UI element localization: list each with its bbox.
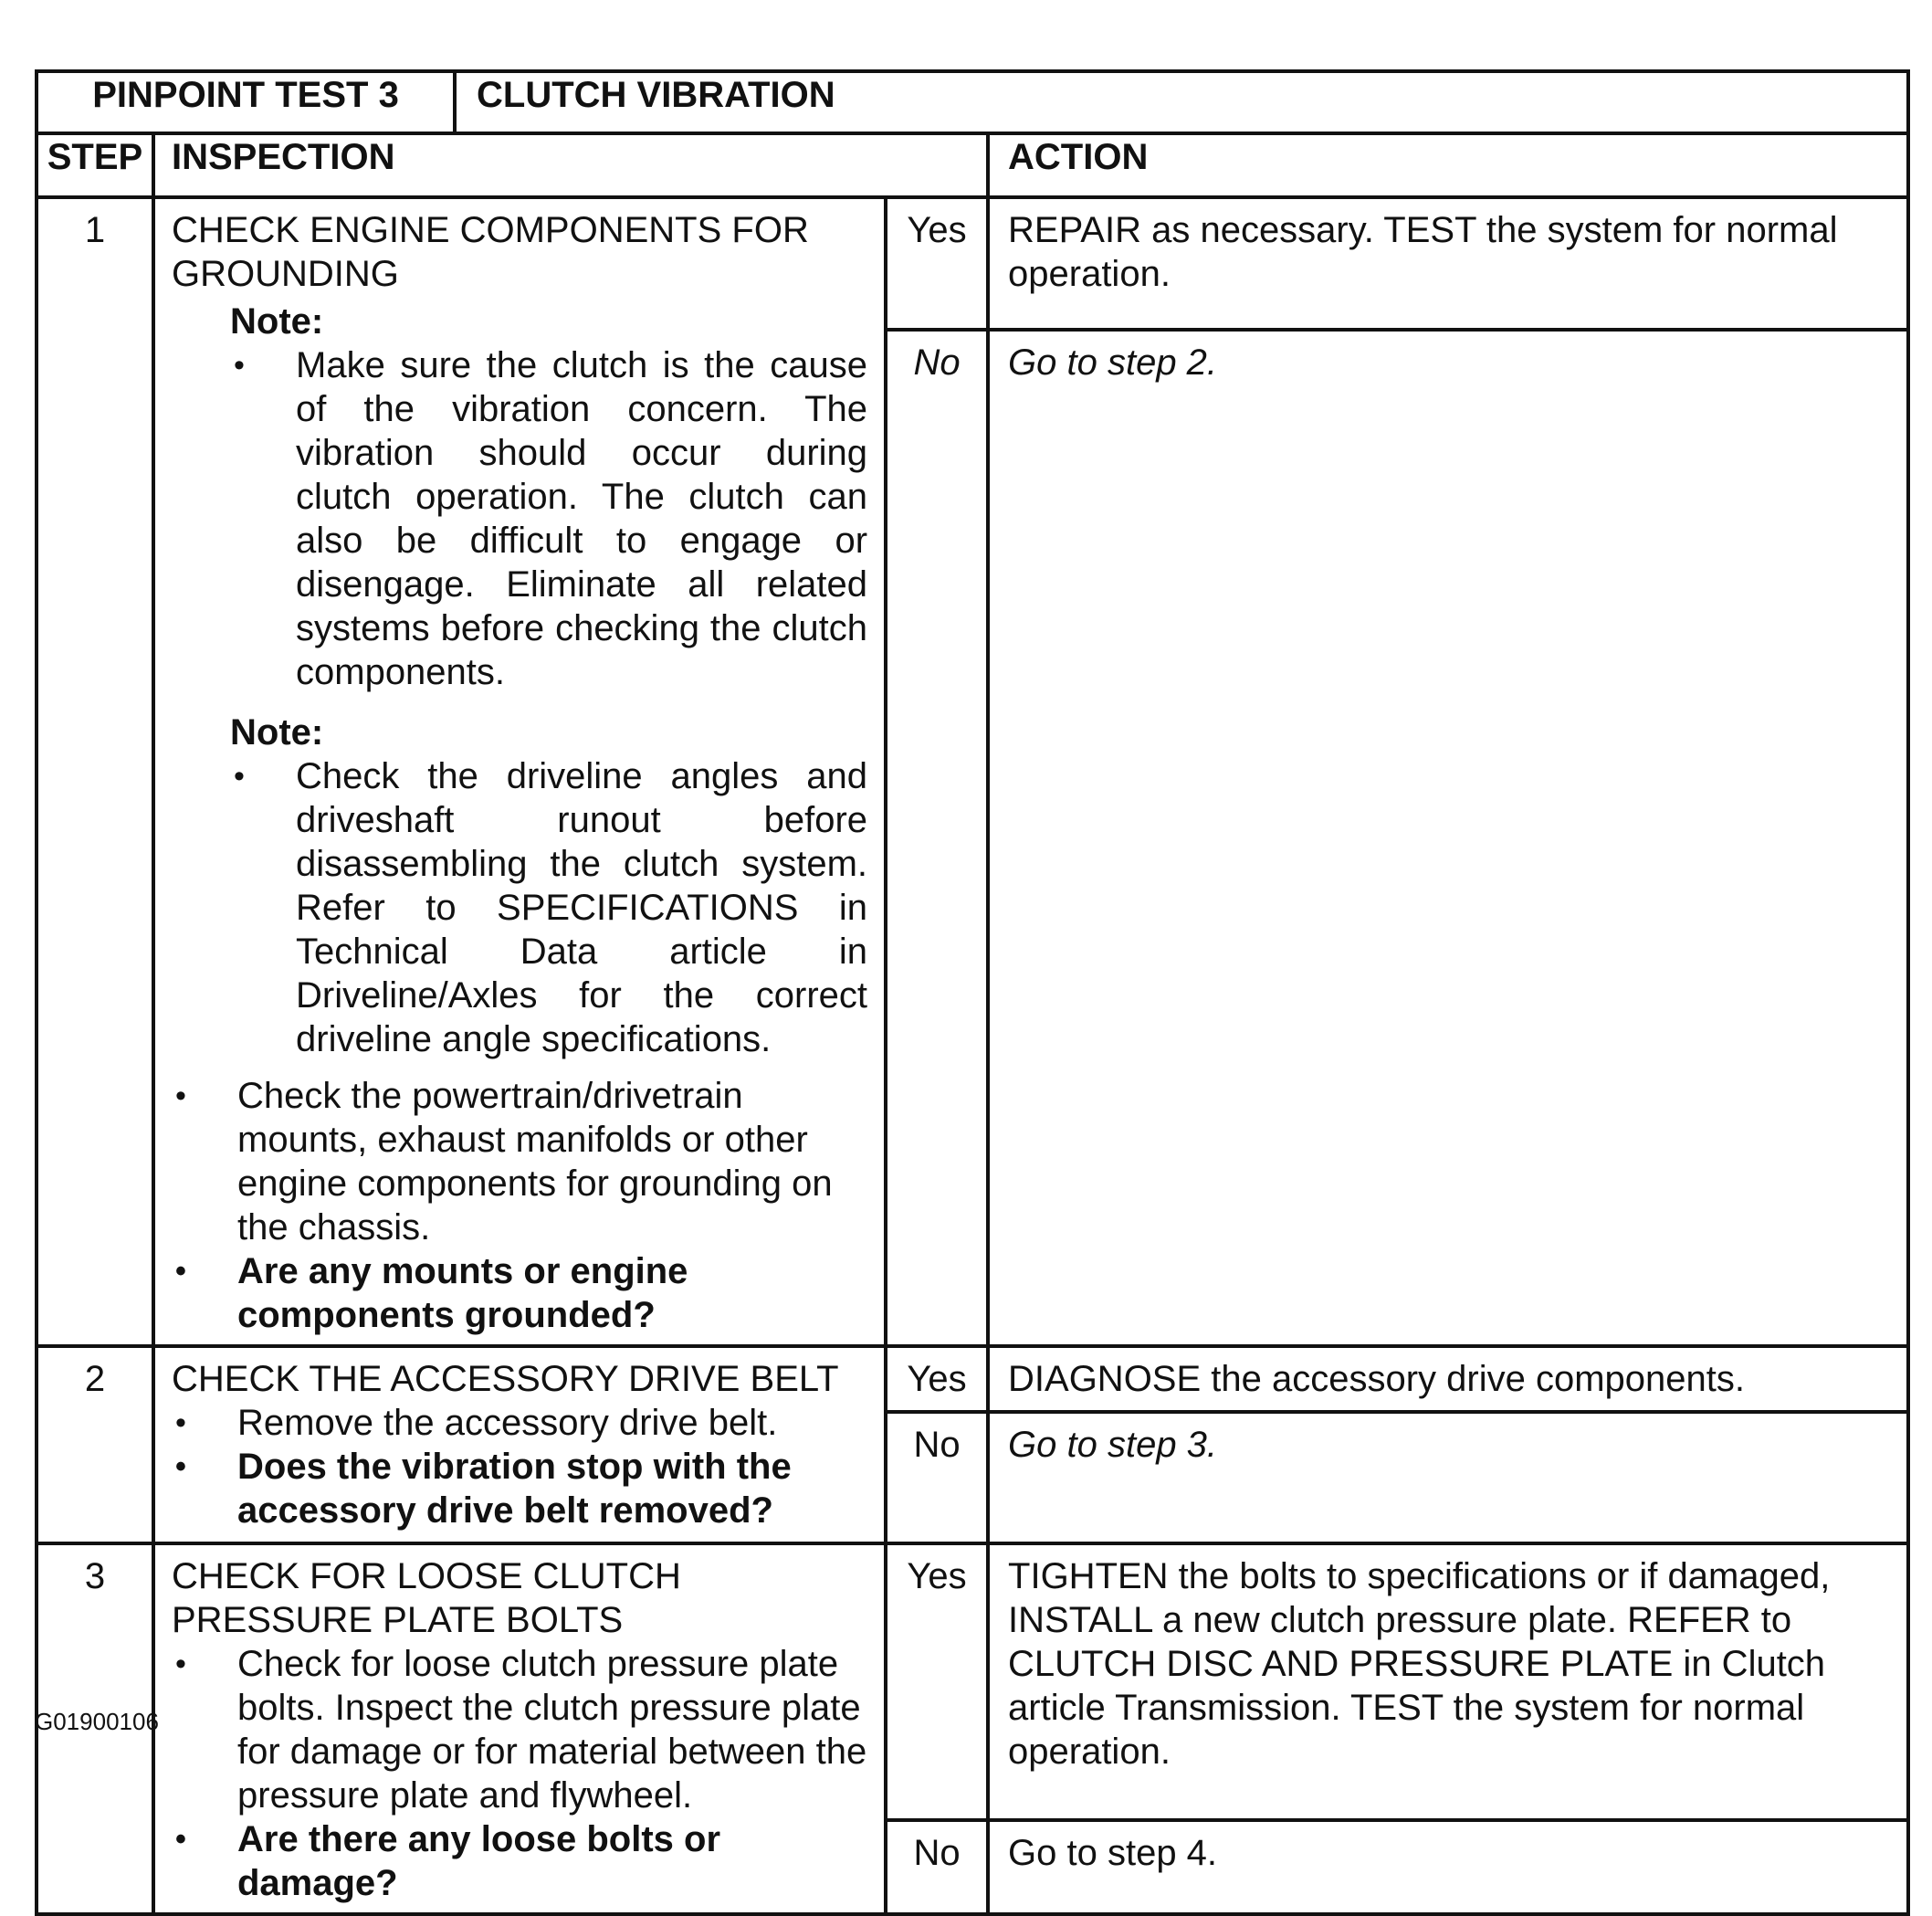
pinpoint-test-table <box>35 69 1910 1916</box>
step-heading: CHECK FOR LOOSE CLUTCH PRESSURE PLATE BOLTS <box>172 1556 681 1640</box>
inspection-bullet: • Check the powertrain/drivetrain mounts, exhaust manifolds or other engine components for grounding on the chassis. <box>172 1074 867 1249</box>
step-number: 3 <box>37 1543 153 1914</box>
note-label: Note: <box>230 712 324 753</box>
step-heading: CHECK ENGINE COMPONENTS FOR GROUNDING <box>172 210 809 294</box>
header-row <box>37 133 1908 197</box>
note-label: Note: <box>230 301 324 342</box>
no-label: No <box>886 1820 988 1914</box>
inspection-question: • Are any mounts or engine components grounded? <box>172 1249 867 1337</box>
step-number: 1 <box>37 197 153 1346</box>
note-bullet: • Check the driveline angles and driveshaft runout before disassembling the clutch system. Refer to SPECIFICATIONS in Technical Data article in Driveline/Axles for the correct driveline angle specifications. <box>230 754 867 1061</box>
step-3-yes-row <box>37 1543 1908 1820</box>
test-number: PINPOINT TEST 3 <box>37 71 455 133</box>
test-name: CLUTCH VIBRATION <box>455 71 1908 133</box>
header-inspection: INSPECTION <box>153 133 988 197</box>
yes-label: Yes <box>886 197 988 330</box>
step-2-yes-row <box>37 1346 1908 1412</box>
no-label: No <box>886 330 988 1346</box>
no-action: Go to step 3. <box>988 1412 1908 1543</box>
no-action: Go to step 4. <box>988 1820 1908 1914</box>
header-action: ACTION <box>988 133 1908 197</box>
pinpoint-test-sheet <box>35 69 1906 1916</box>
inspection-question: • Are there any loose bolts or damage? <box>172 1817 867 1905</box>
no-label: No <box>886 1412 988 1543</box>
note-bullet: • Make sure the clutch is the cause of the vibration concern. The vibration should occur during clutch operation. The clutch can also be difficult to engage or disengage. Eliminate all related systems before checking the clutch components. <box>230 343 867 694</box>
step-3-inspection <box>153 1543 886 1914</box>
step-2-inspection <box>153 1346 886 1543</box>
yes-label: Yes <box>886 1346 988 1412</box>
inspection-bullet: • Check for loose clutch pressure plate bolts. Inspect the clutch pressure plate for damage or for material between the pressure plate and flywheel. <box>172 1642 867 1817</box>
step-1-inspection <box>153 197 886 1346</box>
yes-action: REPAIR as necessary. TEST the system for normal operation. <box>988 197 1908 330</box>
figure-id: G01900106 <box>35 1708 159 1735</box>
step-number: 2 <box>37 1346 153 1543</box>
title-row <box>37 71 1908 133</box>
step-heading: CHECK THE ACCESSORY DRIVE BELT <box>172 1359 839 1399</box>
yes-label: Yes <box>886 1543 988 1820</box>
yes-action: TIGHTEN the bolts to specifications or if damaged, INSTALL a new clutch pressure plate. REFER to CLUTCH DISC AND PRESSURE PLATE in Clutch article Transmission. TEST the system for normal operation. <box>988 1543 1908 1820</box>
inspection-bullet: • Remove the accessory drive belt. <box>172 1401 867 1445</box>
no-action: Go to step 2. <box>988 330 1908 1346</box>
header-step: STEP <box>37 133 153 197</box>
step-1-yes-row <box>37 197 1908 330</box>
yes-action: DIAGNOSE the accessory drive components. <box>988 1346 1908 1412</box>
inspection-question: • Does the vibration stop with the accessory drive belt removed? <box>172 1445 867 1532</box>
